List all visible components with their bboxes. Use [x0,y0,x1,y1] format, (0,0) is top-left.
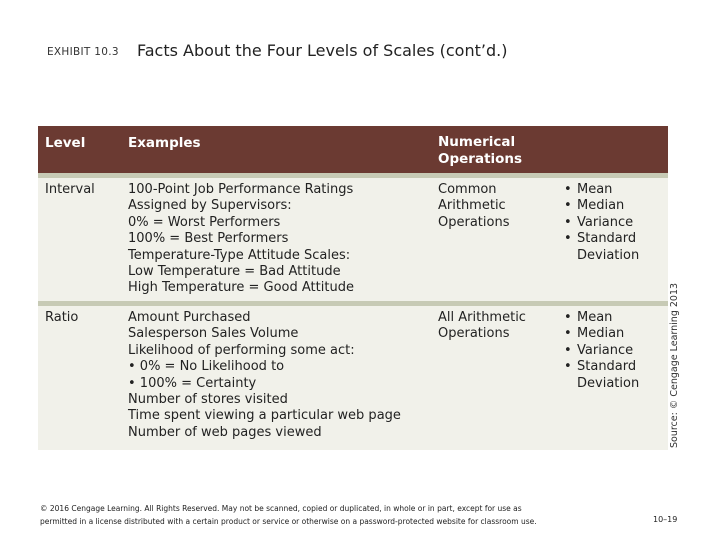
example-item: 100-Point Job Performance Ratings [128,182,354,197]
source-note: Source: © Cengage Learning 2013 [669,282,680,448]
row-statistics [564,310,664,392]
slide-title: Facts About the Four Levels of Scales (cont’d.) [137,41,508,60]
statistic-item: • Variance [564,343,664,359]
footer-line: © 2016 Cengage Learning. All Rights Reserved. May not be scanned, copied or duplicated, in whole or in part, except for use as [40,504,522,513]
statistic-item: • Standard Deviation [564,231,664,264]
example-item: 100% = Best Performers [128,231,289,247]
table-row [38,306,668,450]
example-item: Salesperson Sales Volume [128,326,299,342]
exhibit-label: EXHIBIT 10.3 [47,46,119,58]
page-number: 10–19 [653,515,678,524]
example-item: Time spent viewing a particular web page [128,408,401,424]
row-examples [128,182,428,297]
scales-table [38,126,668,450]
statistic-item: • Mean [564,310,664,326]
row-operations: Common Arithmetic Operations [438,182,510,230]
header-level: Level [45,135,86,151]
statistic-item: • Variance [564,215,664,231]
statistic-item: • Median [564,326,664,342]
table-header [38,126,668,173]
row-statistics [564,182,664,264]
example-item: High Temperature = Good Attitude [128,280,354,296]
example-item: Low Temperature = Bad Attitude [128,264,341,280]
row-level: Interval [45,182,95,197]
copyright-footer [40,503,640,528]
example-item: Number of web pages viewed [128,424,322,440]
row-examples [128,310,428,441]
statistic-item: • Median [564,198,664,214]
example-item: Amount Purchased [128,310,251,325]
example-item: Likelihood of performing some act: [128,342,355,358]
example-item: • 100% = Certainty [128,375,257,391]
row-level: Ratio [45,310,79,325]
footer-line: permitted in a license distributed with a certain product or service or otherwise on a password-protected website for classroom use. [40,516,537,526]
header-examples: Examples [128,135,201,151]
example-item: Temperature-Type Attitude Scales: [128,247,351,263]
example-item: Assigned by Supervisors: [128,198,292,214]
row-operations: All Arithmetic Operations [438,310,526,342]
table-row [38,178,668,301]
example-item: Number of stores visited [128,392,288,408]
example-item: • 0% = No Likelihood to [128,359,285,375]
statistic-item: • Mean [564,182,664,198]
statistic-item: • Standard Deviation [564,359,664,392]
example-item: 0% = Worst Performers [128,214,281,230]
header-numerical-operations: Numerical Operations [438,134,523,167]
